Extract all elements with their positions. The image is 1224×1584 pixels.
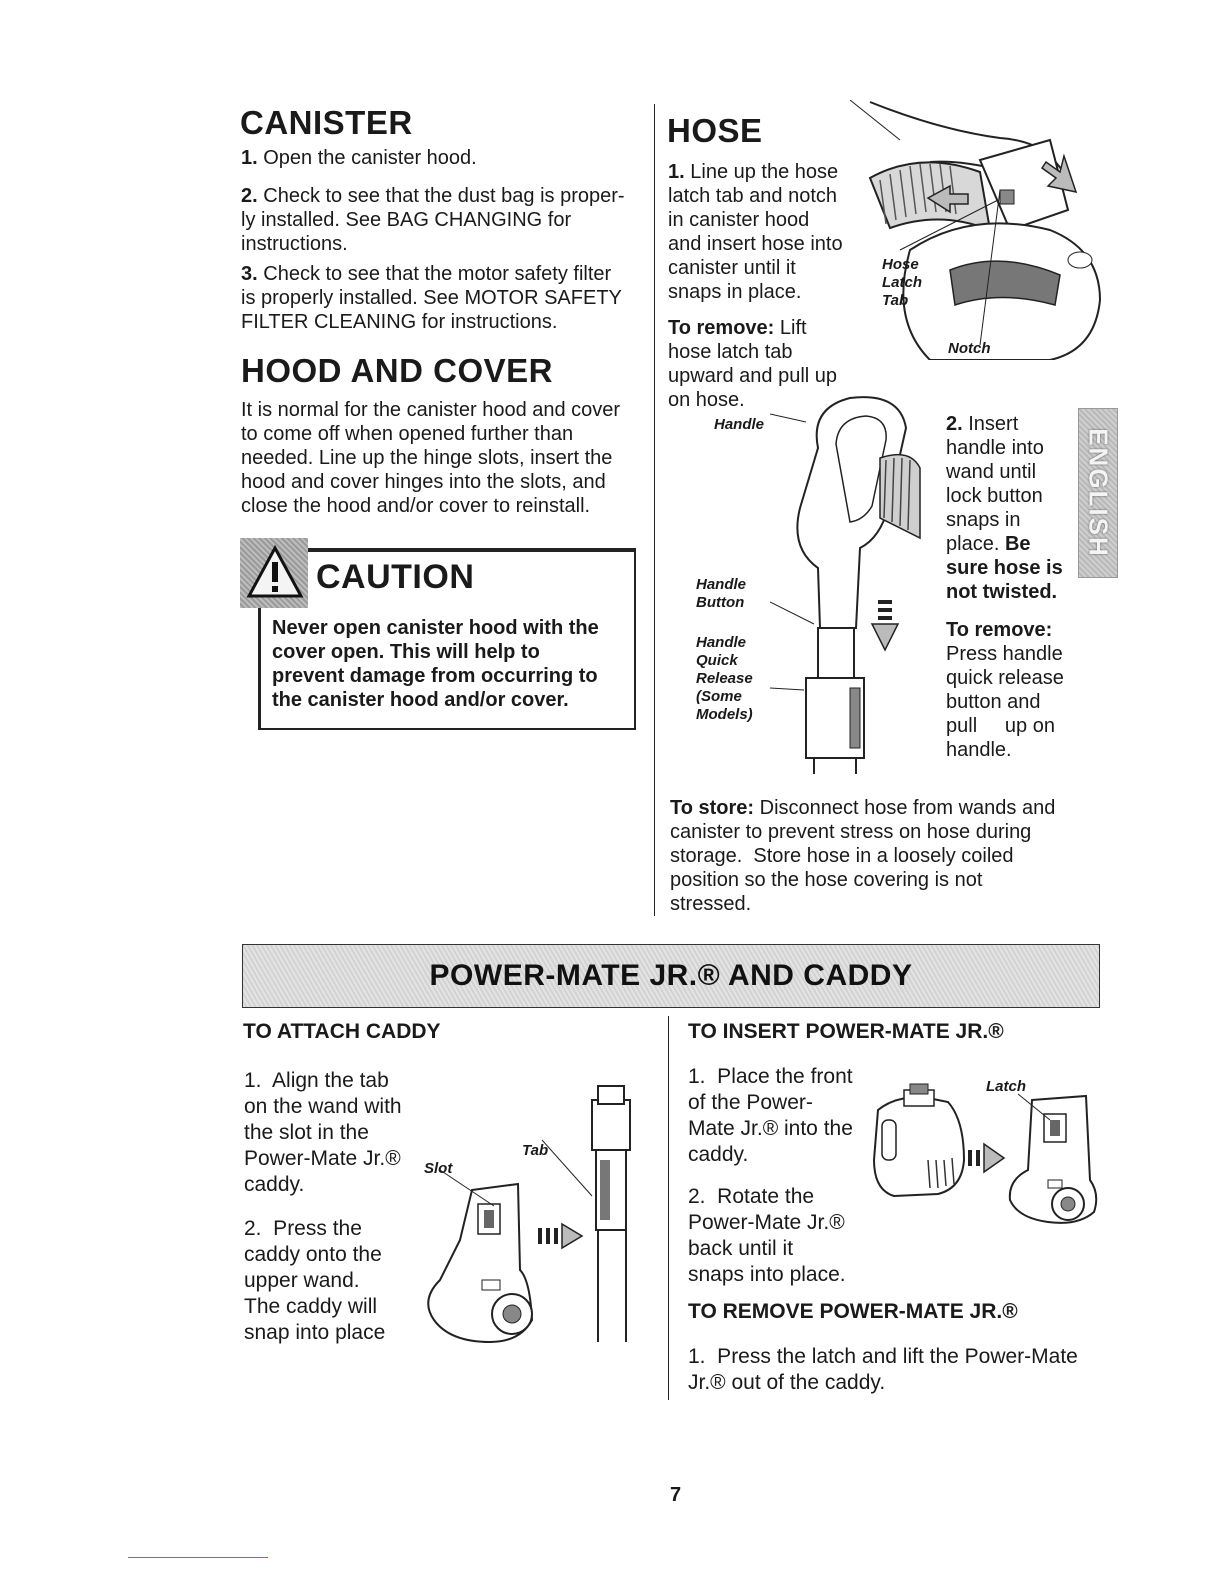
- insert-pmj-step-1: [688, 1064, 868, 1168]
- page-number: 7: [670, 1484, 682, 1506]
- step-text-line: of the Power-: [688, 1091, 813, 1114]
- column-divider-lower: [668, 1016, 669, 1400]
- label-text: Tab: [882, 292, 909, 309]
- text-line: upward and pull up: [668, 365, 838, 387]
- hood-cover-title: HOOD AND COVER: [241, 352, 553, 389]
- text-line: canister to prevent stress on hose during: [670, 821, 1032, 843]
- step-text-line: handle into: [946, 437, 1044, 459]
- canister-step-2: [241, 184, 641, 256]
- figure-label-latch: Latch: [986, 1078, 1027, 1095]
- step-text-line: caddy onto the: [244, 1243, 382, 1266]
- step-text-line: caddy.: [244, 1173, 305, 1196]
- step-text-line: 2. Press the: [244, 1217, 362, 1240]
- step-text-line: snaps in place.: [668, 281, 802, 303]
- step-number: 2.: [241, 185, 258, 207]
- pmj-insert-illustration: [868, 1080, 1104, 1230]
- insert-pmj-title: TO INSERT POWER-MATE JR.®: [688, 1020, 1004, 1043]
- text-line: button and: [946, 691, 1041, 713]
- step-text-line: Insert: [968, 413, 1019, 435]
- step-text: Open the canister hood.: [263, 147, 477, 169]
- text-line: position so the hose covering is not: [670, 869, 983, 891]
- step-text-line: and insert hose into: [668, 233, 843, 255]
- step-text-line: is properly installed. See MOTOR SAFETY: [241, 287, 622, 309]
- step-text-line: upper wand.: [244, 1269, 360, 1292]
- remove-pmj-title: TO REMOVE POWER-MATE JR.®: [688, 1300, 1018, 1323]
- figure-label-hose-latch-tab: [882, 256, 922, 310]
- arrow-down-icon: [872, 600, 898, 650]
- step-text-line: Line up the hose: [690, 161, 839, 183]
- step-text-line: 1. Place the front: [688, 1065, 853, 1088]
- step-text-line: snaps in: [946, 509, 1021, 531]
- text-line: Lift: [779, 317, 807, 339]
- text-line: cover open. This will help to: [272, 641, 540, 663]
- text-line: Press handle: [946, 643, 1063, 665]
- text-line: Never open canister hood with the: [272, 617, 599, 639]
- label-text: Models): [696, 706, 753, 723]
- step-text-line: The caddy will: [244, 1295, 378, 1318]
- attach-caddy-step-2: [244, 1216, 424, 1346]
- step-text-line: 2. Rotate the: [688, 1185, 815, 1208]
- hose-latch-illustration: [850, 100, 1106, 360]
- hose-store: [670, 796, 1070, 916]
- step-text-line: Check to see that the dust bag is proper-: [263, 185, 625, 207]
- step-text-line: on the wand with: [244, 1095, 402, 1118]
- figure-label-slot: Slot: [424, 1160, 453, 1177]
- step-text-line: snap into place: [244, 1321, 386, 1344]
- step-text-line: back until it: [688, 1237, 794, 1260]
- step-number: 1.: [668, 161, 685, 183]
- label-text: Hose: [882, 256, 919, 273]
- text-line: the canister hood and/or cover.: [272, 689, 569, 711]
- step-text-line: place.: [946, 533, 1000, 555]
- text-line: hood and cover hinges into the slots, and: [241, 471, 606, 493]
- hose-title: HOSE: [667, 112, 763, 149]
- step-text-line: in canister hood: [668, 209, 810, 231]
- hose-step-2: [946, 412, 1076, 604]
- step-text-line: ly installed. See BAG CHANGING for: [241, 209, 572, 231]
- step-text-line: caddy.: [688, 1143, 749, 1166]
- step-text-line: canister until it: [668, 257, 796, 279]
- label-text: Button: [696, 594, 745, 611]
- figure-label-handle-quick-release: [696, 634, 753, 724]
- step-text-line: 1. Align the tab: [244, 1069, 389, 1092]
- caution-title: CAUTION: [316, 558, 475, 596]
- arrow-right-icon: [968, 1144, 1004, 1172]
- figure-label-handle: Handle: [714, 416, 765, 433]
- text-line: Disconnect hose from wands and: [759, 797, 1056, 819]
- remove-pmj-text: [688, 1344, 1108, 1396]
- text-line: It is normal for the canister hood and cover: [241, 399, 621, 421]
- side-tab-label: ENGLISH: [1083, 428, 1114, 558]
- step-number: 1.: [241, 147, 258, 169]
- text-line: pull up on: [946, 715, 1055, 737]
- remove-label: To remove:: [946, 619, 1053, 641]
- caddy-attach-illustration: [420, 1080, 650, 1350]
- section-banner: [242, 944, 1100, 1008]
- text-line: 1. Press the latch and lift the Power-Mate: [688, 1345, 1078, 1368]
- figure-label-handle-button: [696, 576, 746, 612]
- figure-label-notch: Notch: [948, 340, 991, 357]
- handle-wand-illustration: [770, 388, 930, 774]
- step-text-line: Power-Mate Jr.®: [244, 1147, 401, 1170]
- text-line: to come off when opened further than: [241, 423, 574, 445]
- remove-label: To remove:: [668, 317, 775, 339]
- text-line: needed. Line up the hinge slots, insert the: [241, 447, 613, 469]
- hose-step-1: [668, 160, 868, 304]
- text-line: close the hood and/or cover to reinstall.: [241, 495, 591, 517]
- label-text: Latch: [882, 274, 923, 291]
- text-line: hose latch tab: [668, 341, 793, 363]
- arrow-right-icon: [538, 1224, 582, 1248]
- label-text: Quick: [696, 652, 738, 669]
- text-line: Jr.® out of the caddy.: [688, 1371, 886, 1394]
- step-number: 3.: [241, 263, 258, 285]
- step-bold-text: Be: [1004, 533, 1031, 555]
- store-label: To store:: [670, 797, 755, 819]
- text-line: handle.: [946, 739, 1012, 761]
- label-text: (Some: [696, 688, 742, 705]
- figure-label-tab: Tab: [522, 1142, 549, 1159]
- step-text-line: Mate Jr.® into the: [688, 1117, 853, 1140]
- text-line: storage. Store hose in a loosely coiled: [670, 845, 1014, 867]
- warning-triangle-icon: [246, 544, 304, 600]
- step-text-line: instructions.: [241, 233, 348, 255]
- canister-title: CANISTER: [240, 104, 413, 141]
- label-text: Release: [696, 670, 753, 687]
- step-text-line: snaps into place.: [688, 1263, 846, 1286]
- step-text-line: the slot in the: [244, 1121, 369, 1144]
- step-text-line: FILTER CLEANING for instructions.: [241, 311, 558, 333]
- language-side-tab: [1078, 408, 1118, 578]
- hood-cover-text: [241, 398, 641, 518]
- step-number: 2.: [946, 413, 963, 435]
- label-text: Handle: [696, 576, 747, 593]
- step-text-line: Check to see that the motor safety filter: [263, 263, 612, 285]
- attach-caddy-step-1: [244, 1068, 424, 1198]
- banner-title: POWER-MATE JR.® AND CADDY: [429, 959, 913, 992]
- step-text-line: lock button: [946, 485, 1043, 507]
- column-divider: [654, 104, 655, 916]
- canister-step-3: [241, 262, 641, 334]
- attach-caddy-title: TO ATTACH CADDY: [243, 1020, 441, 1043]
- caution-text: [272, 616, 632, 712]
- canister-step-1: [241, 146, 641, 170]
- step-bold-text: not twisted.: [946, 581, 1058, 603]
- text-line: prevent damage from occurring to: [272, 665, 598, 687]
- text-line: on hose.: [668, 389, 745, 411]
- step-bold-text: sure hose is: [946, 557, 1063, 579]
- hose-remove-2: [946, 618, 1076, 762]
- insert-pmj-step-2: [688, 1184, 868, 1288]
- step-text-line: wand until: [946, 461, 1037, 483]
- bottom-rule: [128, 1557, 268, 1558]
- text-line: quick release: [946, 667, 1064, 689]
- text-line: stressed.: [670, 893, 752, 915]
- step-text-line: latch tab and notch: [668, 185, 838, 207]
- step-text-line: Power-Mate Jr.®: [688, 1211, 845, 1234]
- label-text: Handle: [696, 634, 747, 651]
